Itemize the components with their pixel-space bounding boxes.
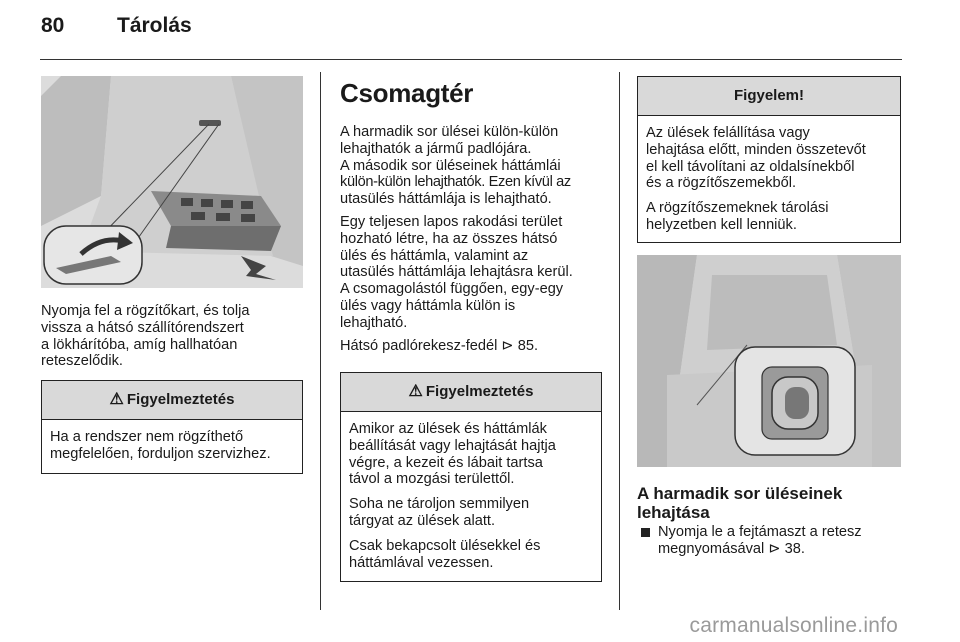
caption-line: vissza a hátsó szállítórendszert — [41, 319, 244, 336]
csomagter-text — [340, 124, 602, 360]
section-heading-csomagter: Csomagtér — [340, 78, 474, 108]
notice-box — [637, 76, 901, 243]
watermark: carmanualsonline.info — [689, 614, 898, 637]
notice-body: Az ülések felállítása vagy lehajtása előtt, minden összetevőt el kell távolítani az oldalsínekből és a rögzítőszemekből. A rögzítőszemeknek tárolási helyzetben kell lenniük. — [646, 125, 866, 233]
cargo-area-photo — [637, 255, 901, 467]
rear-carrier-illustration — [41, 76, 303, 288]
column-divider-2 — [619, 72, 620, 610]
warning-box-carrier — [41, 380, 303, 474]
warning-box-header — [341, 373, 601, 412]
rear-carrier-photo — [41, 76, 303, 288]
warning-line: megfelelően, forduljon szervizhez. — [50, 445, 271, 462]
list-item: Nyomja le a fejtámaszt a retesz megnyomásával ⊳ 38. — [637, 524, 901, 558]
cross-reference: Hátsó padlórekesz-fedél ⊳ 85. — [340, 337, 538, 354]
page-title: Tárolás — [117, 14, 192, 37]
caption-line: Nyomja fel a rögzítőkart, és tolja — [41, 303, 250, 319]
warning-triangle-icon: ⚠ — [109, 391, 124, 408]
caption-line: reteszelődik. — [41, 353, 123, 370]
section-heading-third-row: A harmadik sor üléseinek lehajtása — [637, 484, 843, 522]
header-rule — [40, 59, 902, 60]
carrier-instructions — [41, 303, 303, 370]
paragraph: Egy teljesen lapos rakodási terület hozható létre, ha az összes hátsó ülés és háttámla, valamint az utasülés háttámlája lehajtásra kerül. A csomagolástól függően, egy-egy ülés vagy háttámla külön is lehajtható. — [340, 213, 573, 331]
notice-box-header: Figyelem! — [638, 77, 900, 116]
paragraph: A harmadik sor ülései külön-külön lehajthatók a jármű padlójára. A második sor üléseinek háttámlái külön-külön lehajthatók. Ezen kívül az utasülés háttámlája is lehajtható. — [340, 124, 571, 208]
warning-body — [42, 420, 302, 469]
warning-title: Figyelmeztetés — [425, 383, 534, 400]
warning-box-header — [42, 381, 302, 420]
cargo-area-illustration — [637, 255, 901, 467]
warning-body: Amikor az ülések és háttámlák beállítását vagy lehajtását hajtja végre, a kezeit és lábait tartsa távol a mozgási területtől. Soha ne tároljon semmilyen tárgyat az ülések alatt. Csak bekapcsolt ülésekkel és háttámlával vezessen. — [349, 421, 556, 571]
warning-title: Figyelmeztetés — [126, 391, 235, 408]
warning-line: Ha a rendszer nem rögzíthető — [50, 429, 244, 445]
page-number: 80 — [41, 14, 65, 37]
warning-box-seats — [340, 372, 602, 582]
caption-line: a lökhárítóba, amíg hallhatóan — [41, 336, 238, 353]
column-divider-1 — [320, 72, 321, 610]
warning-triangle-icon: ⚠ — [408, 383, 423, 400]
bullet-square-icon — [641, 528, 650, 537]
third-row-steps — [637, 524, 901, 558]
